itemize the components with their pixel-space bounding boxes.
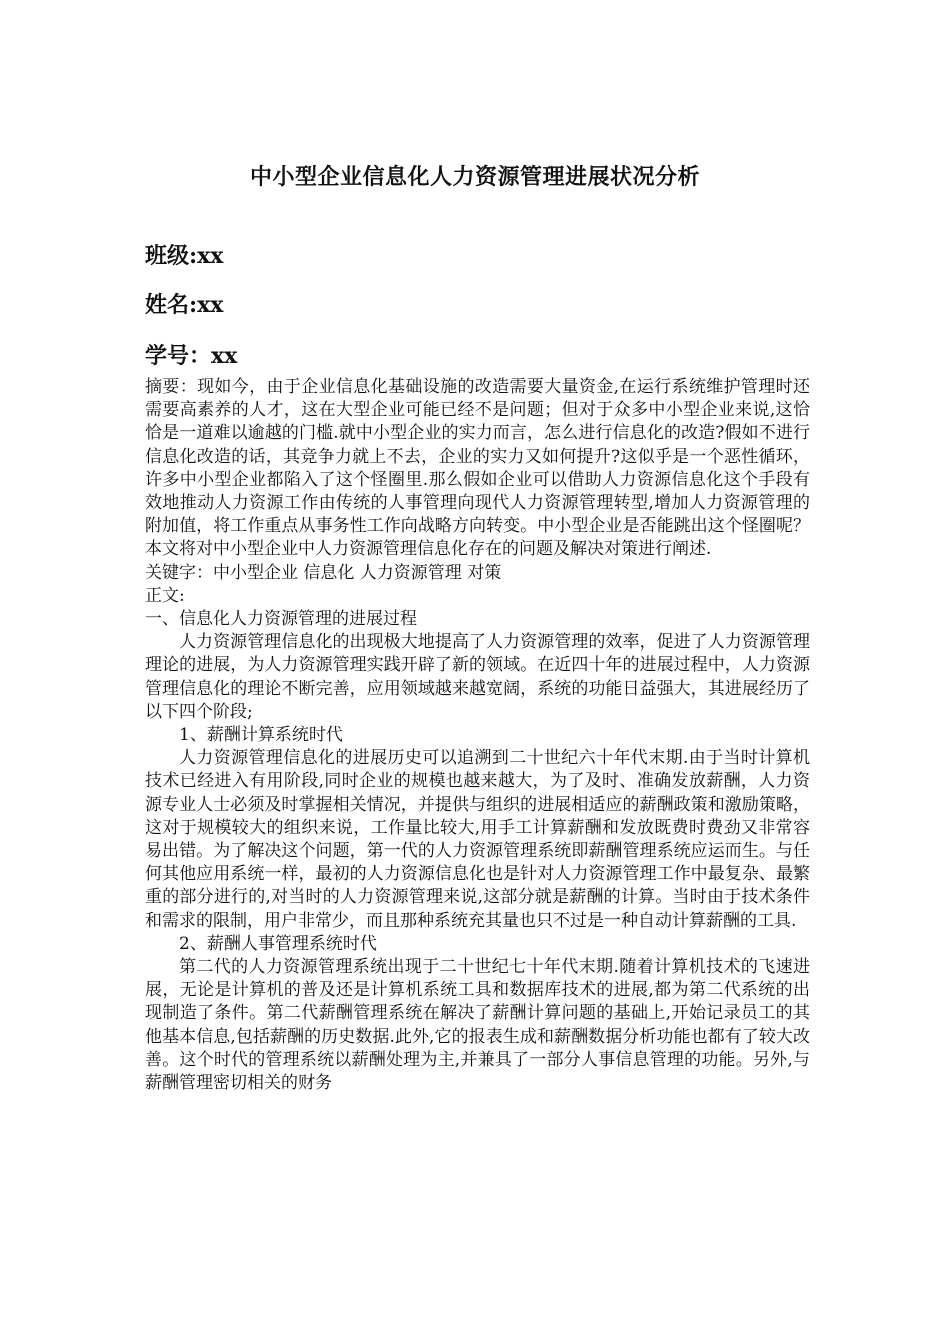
document-body: [145, 376, 810, 1095]
section-heading: 一、信息化人力资源管理的进展过程: [145, 609, 417, 630]
class-line: 班级:xx: [145, 243, 224, 269]
name-line: 姓名:xx: [145, 292, 224, 318]
stage-paragraph-2: 第二代的人力资源管理系统出现于二十世纪七十年代末期.随着计算机技术的飞速进展，无论是计算机的普及还是计算机系统工具和数据库技术的进展,都为第二代系统的出现制造了条件。第二代薪酬管理系统在解决了薪酬计算问题的基础上,开始记录员工的其他基本信息,包括薪酬的历史数据.此外,它的报表生成和薪酬数据分析功能也都有了较大改善。这个时代的管理系统以薪酬处理为主,并兼具了一部分人事信息管理的功能。另外,与薪酬管理密切相关的财务: [145, 957, 810, 1094]
abstract-paragraph: 摘要：现如今，由于企业信息化基础设施的改造需要大量资金,在运行系统维护管理时还需要高素养的人才，这在大型企业可能已经不是问题；但对于众多中小型企业来说,这恰恰是一道难以逾越的门槛.就中小型企业的实力而言，怎么进行信息化的改造?假如不进行信息化改造的话，其竞争力就上不去，企业的实力又如何提升?这似乎是一个恶性循环，许多中小型企业都陷入了这个怪圈里.那么假如企业可以借助人力资源信息化这个手段有效地推动人力资源工作由传统的人事管理向现代人力资源管理转型,增加人力资源管理的附加值，将工作重点从事务性工作向战略方向转变。中小型企业是否能跳出这个怪圈呢？本文将对中小型企业中人力资源管理信息化存在的问题及解决对策进行阐述.: [145, 377, 810, 560]
stage-paragraph-1: 人力资源管理信息化的进展历史可以追溯到二十世纪六十年代末期.由于当时计算机技术已经进入有用阶段,同时企业的规模也越来越大，为了及时、准确发放薪酬，人力资源专业人士必须及时掌握相关情况，并提供与组织的进展相适应的薪酬政策和激励策略，这对于规模较大的组织来说，工作量比较大,用手工计算薪酬和发放既费时费劲又非常容易出错。为了解决这个问题，第一代的人力资源管理系统即薪酬管理系统应运而生。与任何其他应用系统一样，最初的人力资源信息化也是针对人力资源管理工作中最复杂、最繁重的部分进行的,对当时的人力资源管理来说,这部分就是薪酬的计算。当时由于技术条件和需求的限制，用户非常少，而且那种系统充其量也只不过是一种自动计算薪酬的工具.: [145, 748, 810, 931]
student-id-line: 学号：xx: [145, 343, 238, 369]
stage-heading-2: 2、薪酬人事管理系统时代: [179, 933, 377, 954]
stage-heading-1: 1、薪酬计算系统时代: [179, 725, 343, 746]
document-title: 中小型企业信息化人力资源管理进展状况分析: [249, 164, 700, 190]
section-paragraph: 人力资源管理信息化的出现极大地提高了人力资源管理的效率，促进了人力资源管理理论的进展，为人力资源管理实践开辟了新的领域。在近四十年的进展过程中，人力资源管理信息化的理论不断完善，应用领域越来越宽阔，系统的功能日益强大，其进展经历了以下四个阶段;: [145, 632, 810, 722]
body-label: 正文:: [145, 585, 185, 606]
keywords-line: 关键字：中小型企业 信息化 人力资源管理 对策: [145, 562, 502, 583]
